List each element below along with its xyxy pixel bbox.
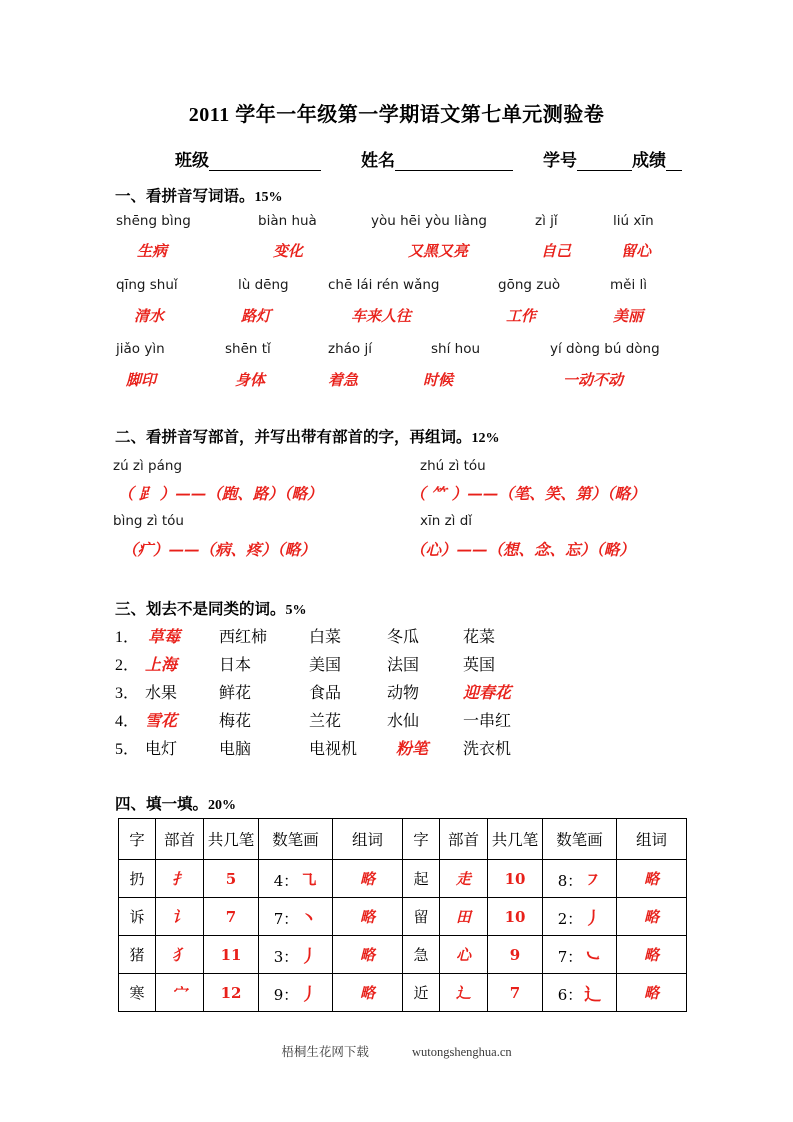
cell-stroke xyxy=(259,936,333,974)
section-1-pinyin-row-3 xyxy=(113,341,693,367)
number-label: 学号 xyxy=(543,151,577,170)
answer-cell: 清水 xyxy=(134,307,165,325)
name-label: 姓名 xyxy=(361,151,395,170)
table-row xyxy=(119,898,687,936)
section-4-heading-text: 四、填一填。 xyxy=(115,796,209,813)
stroke-index: 6： xyxy=(557,986,583,1004)
section-2-answer: （疒）——（病、疼）（略） xyxy=(122,540,316,559)
section-3-heading-text: 三、划去不是同类的词。 xyxy=(115,601,286,618)
section-1-heading-text: 一、看拼音写词语。 xyxy=(115,188,255,205)
section-1-answer-row-3 xyxy=(113,369,693,395)
cell-bihua: 10 xyxy=(488,860,543,898)
word-option[interactable]: 日本 xyxy=(219,655,252,674)
word-option[interactable]: 电灯 xyxy=(145,739,178,758)
word-option[interactable]: 雪花 xyxy=(145,711,178,730)
word-option[interactable]: 上海 xyxy=(145,655,178,674)
section-2-pinyin: xīn zì dǐ xyxy=(420,513,473,529)
answer-cell: 脚印 xyxy=(126,371,157,389)
footer-source: 梧桐生花网下载 xyxy=(281,1045,369,1059)
section-1-answer-row-2 xyxy=(113,305,693,331)
cell-bihua: 7 xyxy=(204,898,259,936)
pinyin-cell: liú xīn xyxy=(613,213,654,229)
cell-stroke xyxy=(259,898,333,936)
word-option[interactable]: 美国 xyxy=(309,655,342,674)
cell-stroke xyxy=(543,974,617,1012)
cell-zi: 寒 xyxy=(119,974,156,1012)
cell-zuci: 略 xyxy=(333,898,403,936)
column-header-bushou: 部首 xyxy=(440,819,488,860)
item-number: 3． xyxy=(115,685,140,702)
stroke-index: 7： xyxy=(557,948,583,966)
word-option[interactable]: 白菜 xyxy=(309,627,342,646)
pinyin-cell: zì jǐ xyxy=(535,213,558,229)
word-option[interactable]: 鲜花 xyxy=(219,683,252,702)
item-number: 2． xyxy=(115,657,140,674)
section-2-answer: （ ⺮ ）——（笔、笑、第）（略） xyxy=(410,484,646,503)
item-number: 1． xyxy=(115,629,140,646)
name-input-blank[interactable] xyxy=(395,155,513,171)
cell-zuci: 略 xyxy=(617,860,687,898)
score-input-blank[interactable] xyxy=(666,155,682,171)
section-2-pinyin: bìng zì tóu xyxy=(113,513,184,529)
cell-zuci: 略 xyxy=(617,898,687,936)
stroke-table xyxy=(118,818,687,1012)
cell-bushou: 讠 xyxy=(156,898,204,936)
section-1-pinyin-row-2 xyxy=(113,277,693,303)
class-label: 班级 xyxy=(175,151,209,170)
cell-stroke xyxy=(543,860,617,898)
pinyin-cell: shí hou xyxy=(431,341,481,357)
word-option[interactable]: 洗衣机 xyxy=(463,739,512,758)
cell-bihua: 12 xyxy=(204,974,259,1012)
pinyin-cell: shēng bìng xyxy=(116,213,191,229)
cell-zi: 急 xyxy=(403,936,440,974)
cell-bushou: 扌 xyxy=(156,860,204,898)
pinyin-cell: jiǎo yìn xyxy=(116,341,165,357)
pinyin-cell: lù dēng xyxy=(238,277,289,293)
word-option[interactable]: 英国 xyxy=(463,655,496,674)
section-1-answer-row-1 xyxy=(113,240,693,266)
stroke-glyph: 丿 xyxy=(300,947,318,967)
cell-zi: 扔 xyxy=(119,860,156,898)
table-row xyxy=(119,936,687,974)
answer-cell: 生病 xyxy=(137,242,168,260)
pinyin-cell: biàn huà xyxy=(258,213,317,229)
stroke-glyph: 辶 xyxy=(584,985,602,1005)
word-option[interactable]: 迎春花 xyxy=(463,683,512,702)
cell-stroke xyxy=(543,898,617,936)
cell-bushou: 心 xyxy=(440,936,488,974)
cell-stroke xyxy=(259,974,333,1012)
student-info-line xyxy=(175,146,695,171)
stroke-index: 2： xyxy=(557,910,583,928)
column-header-bihua: 共几笔 xyxy=(488,819,543,860)
word-option[interactable]: 动物 xyxy=(387,683,420,702)
cell-bushou: 辶 xyxy=(440,974,488,1012)
answer-cell: 工作 xyxy=(506,307,537,325)
answer-cell: 车来人往 xyxy=(351,307,412,325)
word-option[interactable]: 西红柿 xyxy=(219,627,268,646)
answer-cell: 自己 xyxy=(541,242,572,260)
answer-cell: 留心 xyxy=(621,242,652,260)
cell-stroke xyxy=(543,936,617,974)
word-option[interactable]: 花菜 xyxy=(463,627,496,646)
cell-bihua: 7 xyxy=(488,974,543,1012)
answer-cell: 美丽 xyxy=(613,307,644,325)
stroke-glyph: 丶 xyxy=(300,909,318,929)
stroke-glyph: ㇃ xyxy=(584,947,602,967)
cell-zuci: 略 xyxy=(617,936,687,974)
footer-site: wutongshenghua.cn xyxy=(412,1045,512,1059)
answer-cell: 又黑又亮 xyxy=(408,242,469,260)
column-header-zi: 字 xyxy=(119,819,156,860)
word-option[interactable]: 粉笔 xyxy=(396,739,429,758)
word-option[interactable]: 一串红 xyxy=(463,711,512,730)
answer-cell: 一动不动 xyxy=(563,371,624,389)
column-header-stroke: 数笔画 xyxy=(543,819,617,860)
cell-bihua: 11 xyxy=(204,936,259,974)
section-2-answer: （ 𧾷 ）——（跑、路）（略） xyxy=(118,484,323,503)
stroke-index: 7： xyxy=(273,910,299,928)
table-row xyxy=(119,860,687,898)
column-header-zuci: 组词 xyxy=(333,819,403,860)
section-2-pinyin: zú zì páng xyxy=(113,458,183,474)
stroke-glyph: 丿 xyxy=(300,985,318,1005)
word-option[interactable]: 水仙 xyxy=(387,711,420,730)
pinyin-cell: shēn tǐ xyxy=(225,341,271,357)
cell-bushou: 田 xyxy=(440,898,488,936)
word-option[interactable]: 电视机 xyxy=(309,739,358,758)
pinyin-cell: yí dòng bú dòng xyxy=(550,341,660,357)
cell-bihua: 9 xyxy=(488,936,543,974)
section-2-heading xyxy=(115,425,500,447)
section-1-points: 15% xyxy=(254,190,283,205)
page-footer xyxy=(0,1042,793,1060)
stroke-glyph: ㇈ xyxy=(300,871,318,891)
word-option[interactable]: 冬瓜 xyxy=(387,627,420,646)
stroke-glyph: 丿 xyxy=(584,909,602,929)
cell-zi: 起 xyxy=(403,860,440,898)
word-option[interactable]: 梅花 xyxy=(219,711,252,730)
section-4-heading xyxy=(115,792,236,814)
word-option[interactable]: 食品 xyxy=(309,683,342,702)
table-header-row xyxy=(119,819,687,860)
column-header-bushou: 部首 xyxy=(156,819,204,860)
word-option[interactable]: 法国 xyxy=(387,655,420,674)
answer-cell: 时候 xyxy=(423,371,454,389)
stroke-index: 9： xyxy=(273,986,299,1004)
pinyin-cell: zháo jí xyxy=(328,341,372,357)
cell-zi: 猪 xyxy=(119,936,156,974)
cell-bushou: 走 xyxy=(440,860,488,898)
cell-bushou: 宀 xyxy=(156,974,204,1012)
cell-zi: 留 xyxy=(403,898,440,936)
page-title: 2011 学年一年级第一学期语文第七单元测验卷 xyxy=(188,104,605,126)
stroke-glyph: ㇇ xyxy=(584,871,602,891)
pinyin-cell: qīng shuǐ xyxy=(116,277,178,293)
word-option[interactable]: 兰花 xyxy=(309,711,342,730)
pinyin-cell: gōng zuò xyxy=(498,277,561,293)
column-header-zuci: 组词 xyxy=(617,819,687,860)
section-3-points: 5% xyxy=(285,603,307,618)
cell-zi: 近 xyxy=(403,974,440,1012)
cell-zuci: 略 xyxy=(333,936,403,974)
cell-stroke xyxy=(259,860,333,898)
pinyin-cell: chē lái rén wǎng xyxy=(328,277,440,293)
cell-zuci: 略 xyxy=(333,974,403,1012)
cell-zuci: 略 xyxy=(333,860,403,898)
answer-cell: 变化 xyxy=(273,242,304,260)
section-4-points: 20% xyxy=(208,798,237,813)
column-header-bihua: 共几笔 xyxy=(204,819,259,860)
number-input-blank[interactable] xyxy=(577,155,632,171)
column-header-zi: 字 xyxy=(403,819,440,860)
stroke-index: 8： xyxy=(557,872,583,890)
pinyin-cell: měi lì xyxy=(610,277,647,293)
stroke-index: 3： xyxy=(273,948,299,966)
item-number: 5． xyxy=(115,741,140,758)
answer-cell: 路灯 xyxy=(241,307,272,325)
class-input-blank[interactable] xyxy=(209,155,321,171)
section-2-points: 12% xyxy=(471,431,500,446)
section-2-heading-text: 二、看拼音写部首，并写出带有部首的字，再组词。 xyxy=(115,429,472,446)
answer-cell: 身体 xyxy=(235,371,266,389)
section-1-heading xyxy=(115,184,283,206)
section-3-heading xyxy=(115,597,307,619)
cell-zuci: 略 xyxy=(617,974,687,1012)
cell-zi: 诉 xyxy=(119,898,156,936)
section-1-pinyin-row-1 xyxy=(113,213,693,239)
pinyin-cell: yòu hēi yòu liàng xyxy=(371,213,487,229)
table-row xyxy=(119,974,687,1012)
cell-bihua: 10 xyxy=(488,898,543,936)
score-label: 成绩 xyxy=(632,151,666,170)
word-option[interactable]: 水果 xyxy=(145,683,178,702)
cell-bushou: 犭 xyxy=(156,936,204,974)
cell-bihua: 5 xyxy=(204,860,259,898)
word-option[interactable]: 草莓 xyxy=(148,627,181,646)
section-2-pinyin: zhú zì tóu xyxy=(420,458,486,474)
stroke-index: 4： xyxy=(273,872,299,890)
section-2-answer: （心）——（想、念、忘）（略） xyxy=(410,540,635,559)
word-option[interactable]: 电脑 xyxy=(219,739,252,758)
item-number: 4． xyxy=(115,713,140,730)
answer-cell: 着急 xyxy=(328,371,359,389)
column-header-stroke: 数笔画 xyxy=(259,819,333,860)
